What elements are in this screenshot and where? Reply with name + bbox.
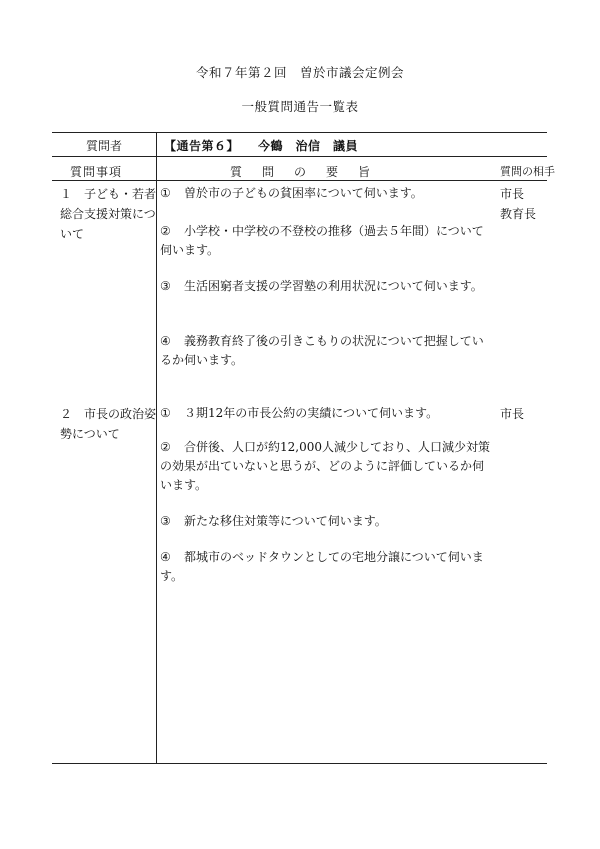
table-column-divider	[156, 132, 157, 764]
table-divider-asker	[52, 156, 547, 157]
table-divider-header	[52, 180, 547, 181]
responder: 市長	[500, 187, 525, 201]
column-header-responder: 質問の相手	[500, 165, 555, 178]
item-text: 新たな移住対策等について伺います。	[184, 514, 387, 528]
question-item	[160, 404, 490, 423]
subject-title: １ 子ども・若者総合支援対策について	[60, 187, 157, 241]
item-number: ③	[160, 514, 171, 528]
column-header-gist: 質 問 の 要 旨	[230, 165, 375, 179]
question-item	[160, 332, 490, 370]
table-border-bottom	[52, 763, 547, 764]
item-number: ②	[160, 440, 171, 454]
item-number: ①	[160, 186, 171, 200]
item-number: ③	[160, 279, 171, 293]
item-number: ④	[160, 550, 171, 564]
item-text: ３期12年の市長公約の実績について伺います。	[184, 406, 439, 420]
item-text: 生活困窮者支援の学習塾の利用状況について伺います。	[184, 279, 483, 293]
responder: 市長	[500, 407, 525, 421]
question-item	[160, 548, 490, 586]
question-item	[160, 222, 490, 260]
responder-list	[500, 404, 546, 424]
asker-label: 質問者	[86, 139, 123, 153]
item-text: 合併後、人口が約12,000人減少しており、人口減少対策の効果が出ていないと思うが、どのように評価しているか伺います。	[160, 440, 490, 492]
table-border-top	[52, 132, 547, 133]
list-title: 一般質問通告一覧表	[241, 99, 359, 114]
item-number: ①	[160, 406, 171, 420]
item-text: 義務教育終了後の引きこもりの状況について把握しているか伺います。	[160, 334, 484, 367]
question-item	[160, 277, 490, 296]
item-text: 小学校・中学校の不登校の推移（過去５年間）について伺います。	[160, 224, 484, 257]
item-number: ④	[160, 334, 171, 348]
question-table	[52, 132, 555, 764]
item-number: ②	[160, 224, 171, 238]
question-item	[160, 512, 490, 531]
responder: 教育長	[500, 207, 537, 221]
column-header-subject: 質問事項	[70, 165, 123, 179]
item-text: 都城市のベッドタウンとしての宅地分譲について伺います。	[160, 550, 484, 583]
item-text: 曽於市の子どもの貧困率について伺います。	[184, 186, 423, 200]
subject-title: ２ 市長の政治姿勢について	[60, 407, 157, 441]
question-item	[160, 184, 490, 203]
asker-value: 【通告第６】 今鶴 治信 議員	[164, 139, 359, 153]
responder-list	[500, 184, 546, 224]
question-item	[160, 438, 490, 495]
session-title: 令和７年第２回 曽於市議会定例会	[195, 65, 404, 80]
